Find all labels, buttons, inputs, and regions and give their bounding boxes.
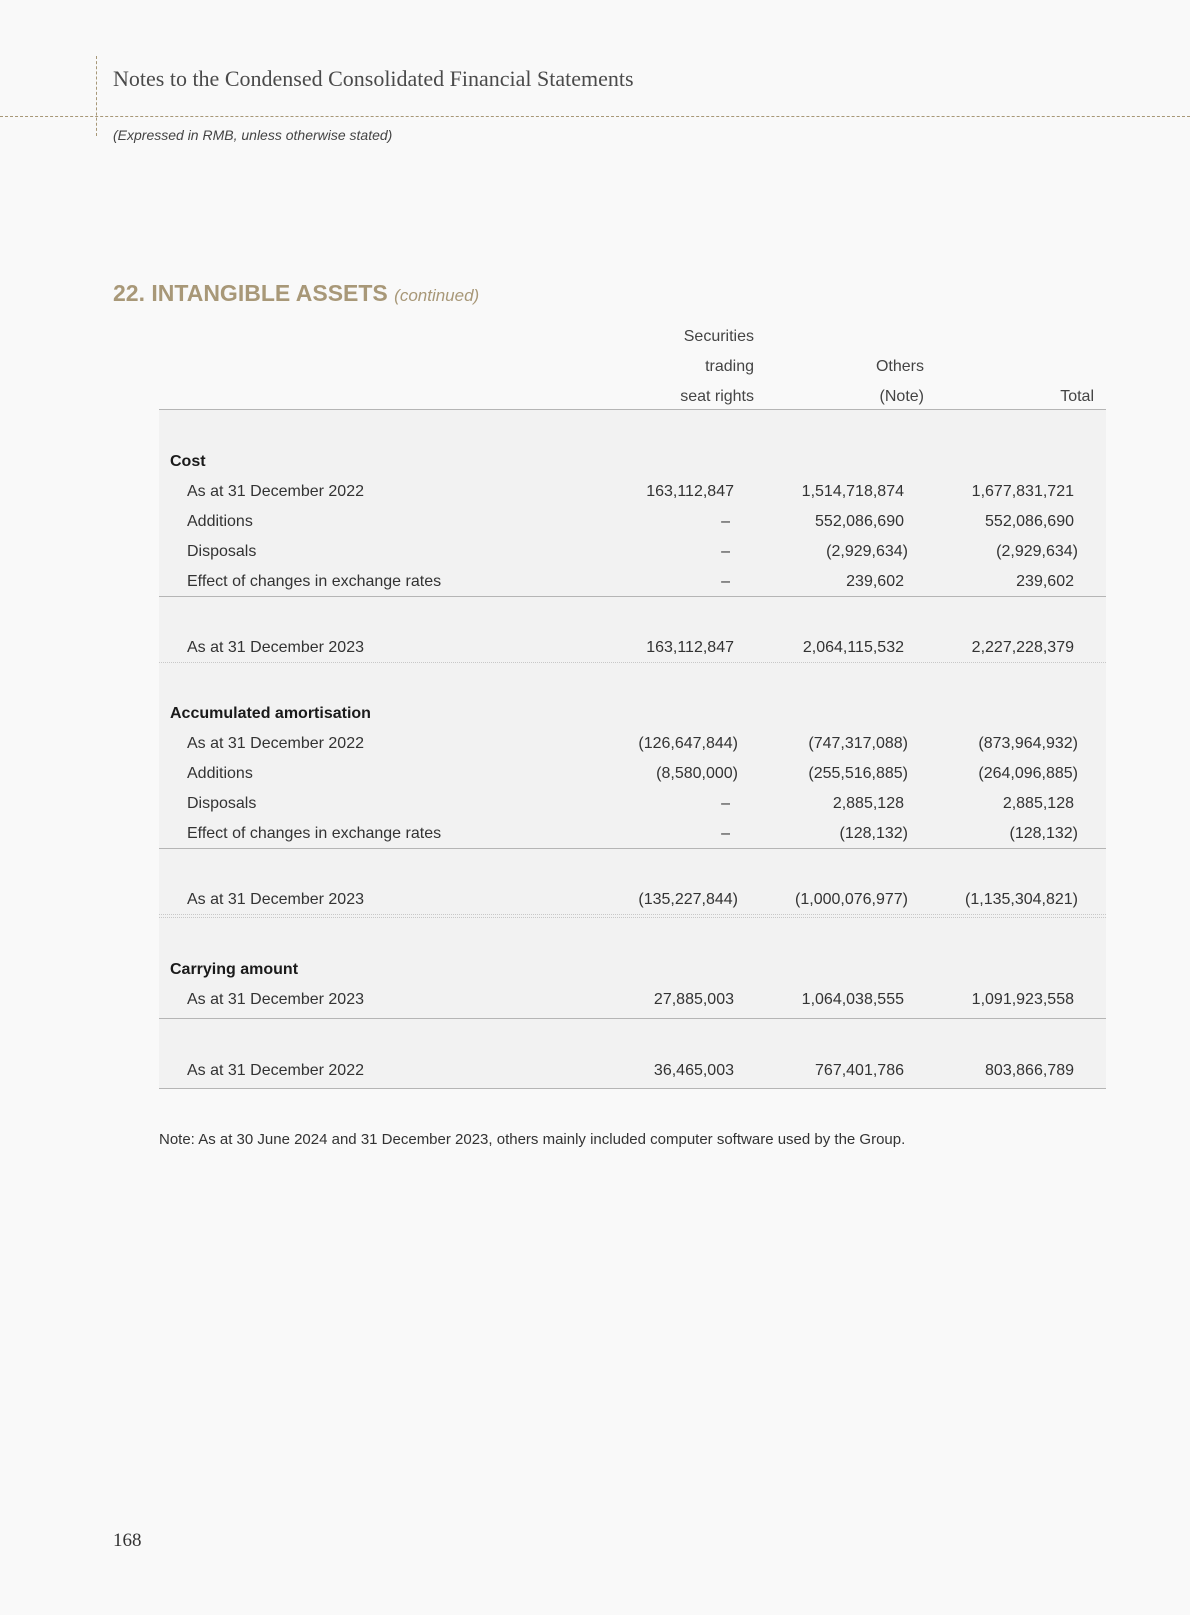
table-row: Disposals – 2,885,128 2,885,128 <box>187 795 1074 812</box>
page-header-subtitle: (Expressed in RMB, unless otherwise stated) <box>113 127 393 143</box>
table-note: Note: As at 30 June 2024 and 31 December 2023, others mainly included computer software used by the Group. <box>159 1131 906 1148</box>
table-row: As at 31 December 2022 36,465,003 767,401,786 803,866,789 <box>187 1062 1074 1079</box>
amortisation-heading-row <box>159 700 1106 730</box>
column-header-total: Total <box>1060 388 1094 405</box>
cost-heading: Cost <box>170 453 206 470</box>
carrying-heading: Carrying amount <box>170 961 299 978</box>
amortisation-heading: Accumulated amortisation <box>170 705 371 722</box>
header-rule <box>159 409 1106 410</box>
carrying-rule <box>159 1018 1106 1019</box>
cost-heading-row <box>159 448 1106 478</box>
table-row: As at 31 December 2023 27,885,003 1,064,038,555 1,091,923,558 <box>187 991 1074 1008</box>
amortisation-total-rule <box>159 914 1106 915</box>
page-header-title: Notes to the Condensed Consolidated Financial Statements <box>113 66 634 91</box>
section-continued: (continued) <box>394 286 480 305</box>
amortisation-subtotal-rule <box>159 848 1106 849</box>
table-row: Effect of changes in exchange rates – 239,602 239,602 <box>187 573 1074 590</box>
header-horizontal-rule <box>0 116 1190 117</box>
section-title <box>113 280 479 307</box>
table-row: As at 31 December 2023 (135,227,844) (1,000,076,977) (1,135,304,821) <box>187 891 1078 908</box>
section-title-text: 22. INTANGIBLE ASSETS <box>113 280 388 306</box>
column-header-others: Others (Note) <box>875 358 924 405</box>
amortisation-total-rule-2 <box>159 917 1106 918</box>
column-header-securities: Securities trading seat rights <box>680 328 754 405</box>
table-row: Additions (8,580,000) (255,516,885) (264,096,885) <box>187 765 1078 782</box>
header-vertical-rule <box>96 56 97 136</box>
carrying-heading-row <box>159 956 1106 986</box>
table-row: Additions – 552,086,690 552,086,690 <box>187 513 1074 530</box>
table-row: Effect of changes in exchange rates – (128,132) (128,132) <box>187 825 1078 842</box>
cost-total-rule <box>159 662 1106 663</box>
table-row: Disposals – (2,929,634) (2,929,634) <box>187 543 1078 560</box>
table-row: As at 31 December 2022 163,112,847 1,514,718,874 1,677,831,721 <box>187 483 1074 500</box>
cost-subtotal-rule <box>159 596 1106 597</box>
table-bottom-rule <box>159 1088 1106 1089</box>
table-row: As at 31 December 2023 163,112,847 2,064,115,532 2,227,228,379 <box>187 639 1074 656</box>
table-row: As at 31 December 2022 (126,647,844) (747,317,088) (873,964,932) <box>187 735 1078 752</box>
page-number: 168 <box>113 1530 142 1551</box>
